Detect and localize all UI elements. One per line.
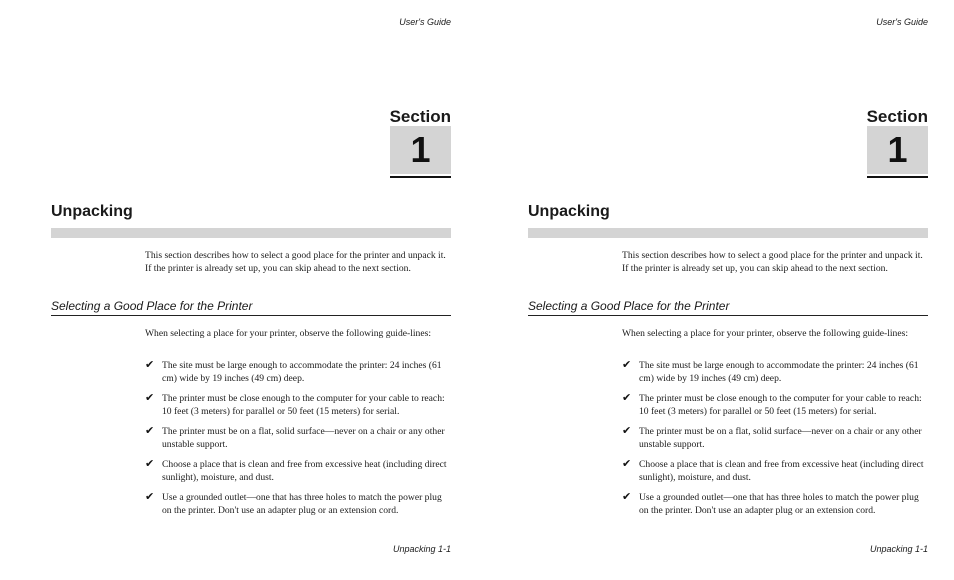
list-item — [145, 459, 451, 485]
checkmark-icon: ✔ — [145, 457, 155, 470]
list-item — [145, 393, 451, 419]
list-item-text: Use a grounded outlet—one that has three holes to match the power plug on the printer. Don't use an adapter plug or an extension cord. — [162, 492, 442, 516]
checkmark-icon: ✔ — [622, 391, 632, 404]
chapter-divider-bar — [528, 228, 928, 238]
list-item-text: The printer must be close enough to the computer for your cable to reach: 10 feet (3 meters) for parallel or 50 feet (15 meters) for serial. — [162, 393, 445, 417]
section-label: Section — [389, 107, 451, 126]
guideline-list — [145, 360, 451, 525]
intro-paragraph: This section describes how to select a good place for the printer and unpack it. If the printer is already set up, you can skip ahead to the next section. — [622, 250, 923, 274]
section-number: 1 — [867, 126, 928, 174]
section-number: 1 — [390, 126, 451, 174]
list-item — [622, 426, 928, 452]
checkmark-icon: ✔ — [145, 358, 155, 371]
subheading: Selecting a Good Place for the Printer — [528, 299, 928, 316]
running-header: User's Guide — [399, 17, 451, 27]
checkmark-icon: ✔ — [622, 358, 632, 371]
list-item-text: The site must be large enough to accommodate the printer: 24 inches (61 cm) wide by 19 inches (49 cm) deep. — [639, 360, 919, 384]
section-label: Section — [866, 107, 928, 126]
intro-paragraph: This section describes how to select a good place for the printer and unpack it. If the printer is already set up, you can skip ahead to the next section. — [145, 250, 446, 274]
list-item-text: The site must be large enough to accommodate the printer: 24 inches (61 cm) wide by 19 inches (49 cm) deep. — [162, 360, 442, 384]
checkmark-icon: ✔ — [145, 391, 155, 404]
list-item — [145, 492, 451, 518]
page-left — [51, 0, 451, 580]
list-item-text: The printer must be on a flat, solid surface—never on a chair or any other unstable support. — [162, 426, 445, 450]
guideline-list — [622, 360, 928, 525]
section-rule — [867, 176, 928, 178]
checkmark-icon: ✔ — [622, 424, 632, 437]
section-rule — [390, 176, 451, 178]
list-item — [622, 360, 928, 386]
list-item — [145, 426, 451, 452]
list-item-text: Use a grounded outlet—one that has three holes to match the power plug on the printer. Don't use an adapter plug or an extension cord. — [639, 492, 919, 516]
chapter-divider-bar — [51, 228, 451, 238]
subheading: Selecting a Good Place for the Printer — [51, 299, 451, 316]
checkmark-icon: ✔ — [622, 457, 632, 470]
running-footer: Unpacking 1-1 — [392, 544, 451, 554]
page-right — [528, 0, 928, 580]
checkmark-icon: ✔ — [622, 490, 632, 503]
guidelines-intro: When selecting a place for your printer, observe the following guide-lines: — [622, 328, 908, 339]
running-header: User's Guide — [876, 17, 928, 27]
list-item-text: The printer must be on a flat, solid surface—never on a chair or any other unstable support. — [639, 426, 922, 450]
list-item-text: Choose a place that is clean and free from excessive heat (including direct sunlight), moisture, and dust. — [162, 459, 447, 483]
list-item-text: Choose a place that is clean and free from excessive heat (including direct sunlight), moisture, and dust. — [639, 459, 924, 483]
guidelines-intro: When selecting a place for your printer, observe the following guide-lines: — [145, 328, 431, 339]
chapter-title: Unpacking — [528, 203, 610, 220]
list-item — [622, 393, 928, 419]
list-item — [622, 459, 928, 485]
checkmark-icon: ✔ — [145, 424, 155, 437]
list-item — [145, 360, 451, 386]
list-item-text: The printer must be close enough to the computer for your cable to reach: 10 feet (3 meters) for parallel or 50 feet (15 meters) for serial. — [639, 393, 922, 417]
running-footer: Unpacking 1-1 — [869, 544, 928, 554]
chapter-title: Unpacking — [51, 203, 133, 220]
checkmark-icon: ✔ — [145, 490, 155, 503]
list-item — [622, 492, 928, 518]
